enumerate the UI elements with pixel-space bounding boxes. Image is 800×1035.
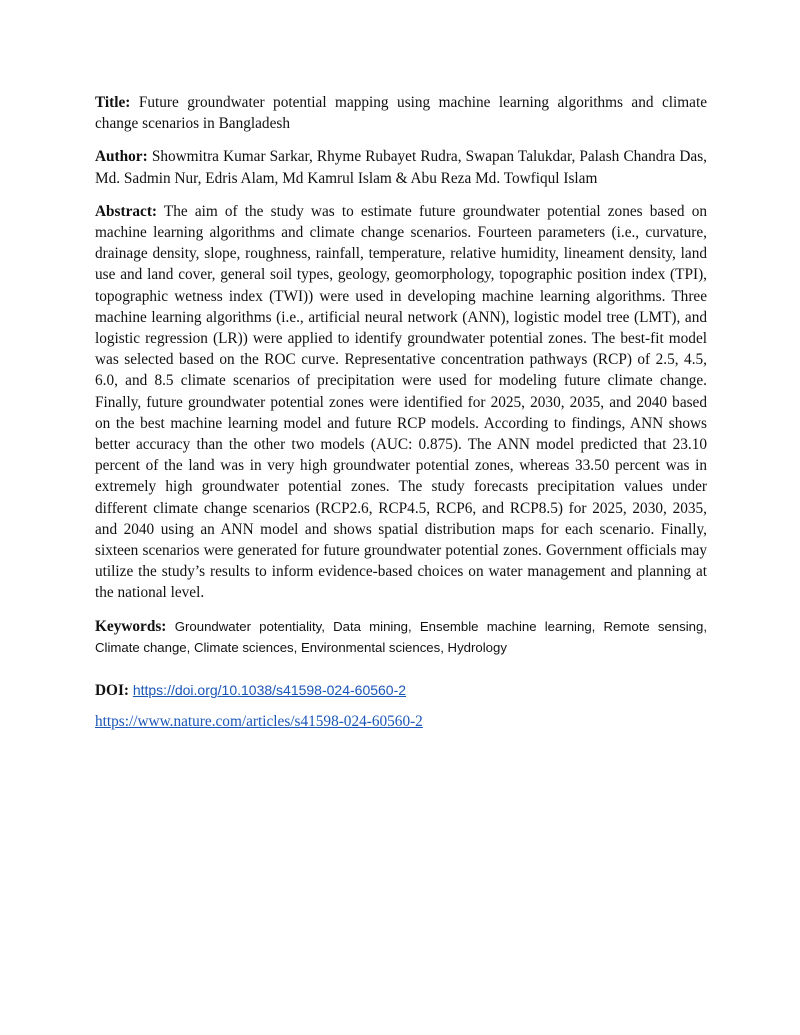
abstract-text: The aim of the study was to estimate future groundwater potential zones based on machine learning algorithms and climate change scenarios. Fourteen parameters (i.e., curvature, drainage density, slope, roughness, rainfall, temperature, relative humidity, lineament density, land use and land cover, general soil types, geology, geomorphology, topographic position index (TPI), topographic wetness index (TWI)) were used in developing machine learning algorithms. Three machine learning algorithms (i.e., artificial neural network (ANN), logistic model tree (LMT), and logistic regression (LR)) were applied to identify groundwater potential zones. The best-fit model was selected based on the ROC curve. Representative concentration pathways (RCP) of 2.5, 4.5, 6.0, and 8.5 climate scenarios of precipitation were used for modeling future climate change. Finally, future groundwater potential zones were identified for 2025, 2030, 2035, and 2040 based on the best machine learning model and future RCP models. According to findings, ANN shows better accuracy than the other two models (AUC: 0.875). The ANN model predicted that 23.10 percent of the land was in very high groundwater potential zones, whereas 33.50 percent was in extremely high groundwater potential zones. The study forecasts precipitation values under different climate change scenarios (RCP2.6, RCP4.5, RCP6, and RCP8.5) for 2025, 2030, 2035, and 2040 using an ANN model and shows spatial distribution maps for each scenario. Finally, sixteen scenarios were generated for future groundwater potential zones. Government officials may utilize the study’s results to inform evidence-based choices on water management and planning at the national level. <box>95 202 707 602</box>
title-label: Title: <box>95 94 131 111</box>
doi-link[interactable]: https://doi.org/10.1038/s41598-024-60560-2 <box>132 682 407 699</box>
doi-paragraph <box>95 680 707 701</box>
document-page <box>95 92 707 744</box>
abstract-label: Abstract: <box>95 202 158 220</box>
article-link-paragraph <box>95 711 707 732</box>
abstract-paragraph <box>95 201 707 604</box>
keywords-paragraph <box>95 616 707 658</box>
author-label: Author: <box>95 148 148 166</box>
author-paragraph <box>95 146 707 188</box>
author-text: Showmitra Kumar Sarkar, Rhyme Rubayet Rudra, Swapan Talukdar, Palash Chandra Das, Md. Sadmin Nur, Edris Alam, Md Kamrul Islam & Abu Reza Md. Towfiqul Islam <box>95 148 707 187</box>
article-link[interactable]: https://www.nature.com/articles/s41598-024-60560-2 <box>95 713 423 731</box>
keywords-label: Keywords: <box>95 617 167 635</box>
doi-label: DOI: <box>95 682 129 700</box>
keywords-text: Groundwater potentiality, Data mining, Ensemble machine learning, Remote sensing, Climate change, Climate sciences, Environmental sciences, Hydrology <box>95 618 707 655</box>
title-paragraph <box>95 92 707 134</box>
title-text: Future groundwater potential mapping using machine learning algorithms and climate change scenarios in Bangladesh <box>95 94 707 133</box>
